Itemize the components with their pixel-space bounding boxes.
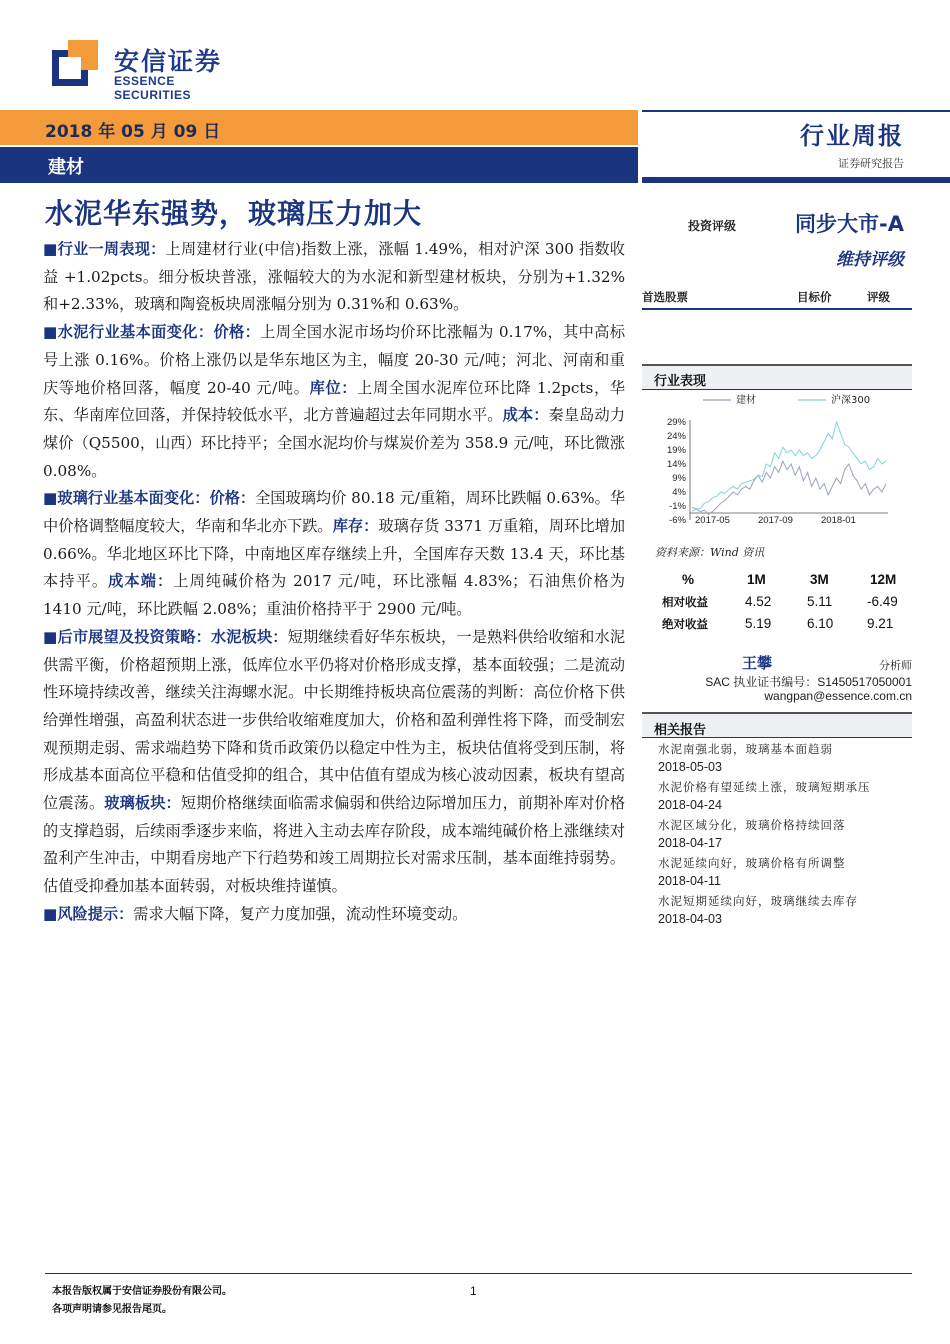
paragraph-cement-fundamentals bbox=[43, 319, 625, 485]
page-title: 水泥华东强势，玻璃压力加大 bbox=[45, 197, 423, 230]
inline-label: 成本端： bbox=[108, 572, 174, 591]
table-cell: 9.21 bbox=[867, 616, 894, 631]
x-tick-label: 2018-01 bbox=[821, 515, 856, 526]
footer-copyright: 本报告版权属于安信证券股份有限公司。 bbox=[52, 1286, 232, 1297]
paragraph-text: 需求大幅下降，复产力度加强，流动性环境变动。 bbox=[133, 904, 468, 923]
analyst-title: 分析师 bbox=[879, 659, 912, 672]
performance-table bbox=[652, 572, 912, 638]
chart-series bbox=[692, 422, 886, 514]
report-subtype: 证券研究报告 bbox=[838, 157, 904, 170]
right-accent-bar bbox=[642, 177, 950, 183]
table-cell: 5.19 bbox=[745, 616, 772, 631]
paragraph-text: 上周纯碱价格为 2017 元/吨，环比涨幅 4.83%；石油焦价格为 1410 元/吨，环比跌幅 2.08%；重油价格持平于 2900 元/吨。 bbox=[43, 572, 626, 619]
list-item[interactable] bbox=[658, 854, 908, 892]
paragraph-heading: ■风险提示： bbox=[43, 904, 134, 923]
table-cell: 6.10 bbox=[807, 616, 834, 631]
table-cell: 5.11 bbox=[807, 594, 833, 609]
y-tick-label: -1% bbox=[669, 501, 686, 512]
chart-y-axis bbox=[667, 417, 690, 526]
performance-header bbox=[642, 364, 912, 390]
sector-label: 建材 bbox=[48, 157, 84, 178]
y-tick-label: 24% bbox=[666, 431, 686, 442]
y-tick-label: 4% bbox=[672, 487, 686, 498]
paragraph-text: 短期继续看好华东板块，一是熟料供给收缩和水泥供需平衡，价格超预期上涨，低库位水平仍将对价格形成支撑，基本面较强；二是流动性环境持续改善，继续关注海螺水泥。中长期维持板块高位震荡的判断：高位价格下供给弹性增强，高盈利状态进一步供给收缩难度加大，价格和盈利弹性将下降，而受制宏观预期走弱、需求端趋势下降和货币政策仍以稳定中性为主，板块估值将受到压制，将形成基本面高位平稳和估值受抑的组合，其中估值有望成为核心波动因素，板块有望高位震荡。 bbox=[43, 627, 626, 813]
page-number: 1 bbox=[470, 1284, 477, 1298]
performance-title: 行业表现 bbox=[654, 374, 707, 389]
table-header-cell: 12M bbox=[870, 572, 897, 587]
paragraph-text: 全国玻璃均价 80.18 元/重箱，周环比跌幅 0.63%。华中价格调整幅度较大，华南和华北亦下跌。 bbox=[43, 489, 626, 536]
sector-bar bbox=[0, 147, 638, 183]
related-report-date: 2018-04-11 bbox=[658, 874, 722, 888]
paragraph-text: 上周全国水泥库位环比降 1.2pcts，华东、华南库位回落，并保持较低水平，北方普遍超过去年同期水平。 bbox=[43, 378, 626, 425]
rating-label: 投资评级 bbox=[688, 219, 737, 233]
chart-legend bbox=[703, 393, 870, 406]
report-date: 2018 年 05 月 09 日 bbox=[45, 122, 221, 142]
company-logo bbox=[52, 40, 252, 102]
stock-table-header bbox=[642, 288, 912, 310]
related-reports-list bbox=[658, 740, 908, 930]
paragraph-text: 玻璃存货 3371 万重箱，周环比增加 0.66%。华北地区环比下降，中南地区库存继续上升，全国库存天数 13.4 天，环比基本持平。 bbox=[43, 517, 626, 591]
logo-en-text: ESSENCE SECURITIES bbox=[114, 74, 192, 102]
inline-label: 玻璃板块： bbox=[104, 794, 181, 813]
rating-value: 同步大市-A bbox=[795, 212, 904, 236]
industry-performance-chart bbox=[648, 392, 910, 532]
related-report-title[interactable]: 水泥价格有望延续上涨，玻璃短期承压 bbox=[658, 780, 871, 794]
related-report-date: 2018-04-03 bbox=[658, 912, 722, 926]
paragraph-glass-fundamentals bbox=[43, 485, 625, 624]
related-reports-header bbox=[642, 712, 912, 738]
list-item[interactable] bbox=[658, 816, 908, 854]
legend-label: 建材 bbox=[736, 395, 756, 406]
x-tick-label: 2017-05 bbox=[695, 515, 730, 526]
list-item[interactable] bbox=[658, 740, 908, 778]
report-type: 行业周报 bbox=[800, 122, 904, 150]
related-report-date: 2018-05-03 bbox=[658, 760, 722, 774]
rating-note: 维持评级 bbox=[836, 250, 904, 270]
inline-label: 库存： bbox=[332, 517, 379, 536]
related-report-date: 2018-04-17 bbox=[658, 836, 722, 850]
table-header-cell: 1M bbox=[747, 572, 766, 587]
legend-label: 沪深300 bbox=[831, 395, 871, 406]
logo-mark-icon bbox=[52, 40, 98, 86]
related-report-title[interactable]: 水泥短期延续向好，玻璃继续去库存 bbox=[658, 894, 858, 908]
footer-disclaimer: 各项声明请参见报告尾页。 bbox=[52, 1304, 172, 1315]
series-line-1 bbox=[692, 461, 886, 514]
list-item[interactable] bbox=[658, 892, 908, 930]
paragraph-outlook-strategy bbox=[43, 624, 625, 901]
logo-cn-text: 安信证券 bbox=[114, 47, 223, 76]
stock-col-name: 首选股票 bbox=[642, 290, 688, 304]
table-cell: -6.49 bbox=[867, 594, 898, 609]
y-tick-label: 9% bbox=[672, 473, 686, 484]
paragraph-text: 上周建材行业(中信)指数上涨，涨幅 1.49%，相对沪深 300 指数收益 +1.02pcts。细分板块普涨，涨幅较大的为水泥和新型建材板块，分别为+1.32%和+2.33%，玻璃和陶瓷板块周涨幅分别为 0.31%和 0.63%。 bbox=[43, 240, 625, 314]
y-tick-label: 19% bbox=[666, 445, 686, 456]
y-tick-label: -6% bbox=[669, 515, 686, 526]
chart-x-axis bbox=[690, 513, 888, 526]
related-reports-title: 相关报告 bbox=[654, 723, 707, 738]
stock-col-target: 目标价 bbox=[797, 290, 832, 304]
paragraph-heading: ■玻璃行业基本面变化： bbox=[43, 489, 210, 508]
inline-label: 价格： bbox=[213, 323, 261, 342]
row-label: 相对收益 bbox=[662, 595, 708, 609]
paragraph-heading: ■后市展望及投资策略： bbox=[43, 627, 211, 646]
row-label: 绝对收益 bbox=[662, 617, 708, 631]
table-header-cell: 3M bbox=[810, 572, 829, 587]
y-tick-label: 14% bbox=[666, 459, 686, 470]
right-divider bbox=[642, 110, 950, 112]
related-report-date: 2018-04-24 bbox=[658, 798, 722, 812]
analyst-email[interactable]: wangpan@essence.com.cn bbox=[764, 689, 912, 703]
related-report-title[interactable]: 水泥南强北弱，玻璃基本面趋弱 bbox=[658, 742, 833, 756]
related-report-title[interactable]: 水泥延续向好，玻璃价格有所调整 bbox=[658, 856, 846, 870]
paragraph-text: 上周全国水泥市场均价环比涨幅为 0.17%，其中高标号上涨 0.16%。价格上涨仍以是华东地区为主，幅度 20-30 元/吨；河北、河南和重庆等地价格回落，幅度 20-40 元/吨。 bbox=[43, 323, 626, 397]
table-row bbox=[652, 594, 912, 616]
inline-label: 价格： bbox=[209, 489, 256, 508]
inline-label: 水泥板块： bbox=[210, 627, 288, 646]
list-item[interactable] bbox=[658, 778, 908, 816]
footer-divider bbox=[45, 1273, 912, 1274]
paragraph-industry-performance bbox=[43, 236, 625, 319]
inline-label: 成本： bbox=[502, 406, 549, 425]
inline-label: 库位： bbox=[309, 378, 358, 397]
table-header-cell: % bbox=[682, 572, 695, 587]
paragraph-heading: ■行业一周表现： bbox=[43, 240, 166, 258]
table-cell: 4.52 bbox=[745, 594, 772, 609]
paragraph-heading: ■水泥行业基本面变化： bbox=[43, 323, 214, 342]
paragraph-text: 短期价格继续面临需求偏弱和供给边际增加压力，前期补库对价格的支撑趋弱，后续雨季逐步来临，将进入主动去库存阶段，成本端纯碱价格上涨继续对盈利产生冲击，中期看房地产下行趋势和竣工周期拉长对需求压制，基本面维持弱势。估值受抑叠加基本面转弱，对板块维持谨慎。 bbox=[43, 794, 626, 896]
analyst-name: 王攀 bbox=[742, 654, 773, 672]
table-row bbox=[652, 616, 912, 638]
x-tick-label: 2017-09 bbox=[758, 515, 793, 526]
y-tick-label: 29% bbox=[666, 417, 686, 428]
related-report-title[interactable]: 水泥区域分化，玻璃价格持续回落 bbox=[658, 818, 846, 832]
paragraph-risk bbox=[43, 901, 625, 929]
paragraph-text: 秦皇岛动力煤价（Q5500，山西）环比持平；全国水泥均价与煤炭价差为 358.9 元/吨，环比微涨 0.08%。 bbox=[43, 406, 626, 480]
analyst-cert: SAC 执业证书编号：S1450517050001 bbox=[705, 675, 912, 689]
chart-source: 资料来源：Wind 资讯 bbox=[655, 546, 765, 559]
report-body bbox=[43, 236, 625, 929]
table-header-row bbox=[652, 572, 912, 594]
stock-col-rating: 评级 bbox=[867, 290, 890, 304]
